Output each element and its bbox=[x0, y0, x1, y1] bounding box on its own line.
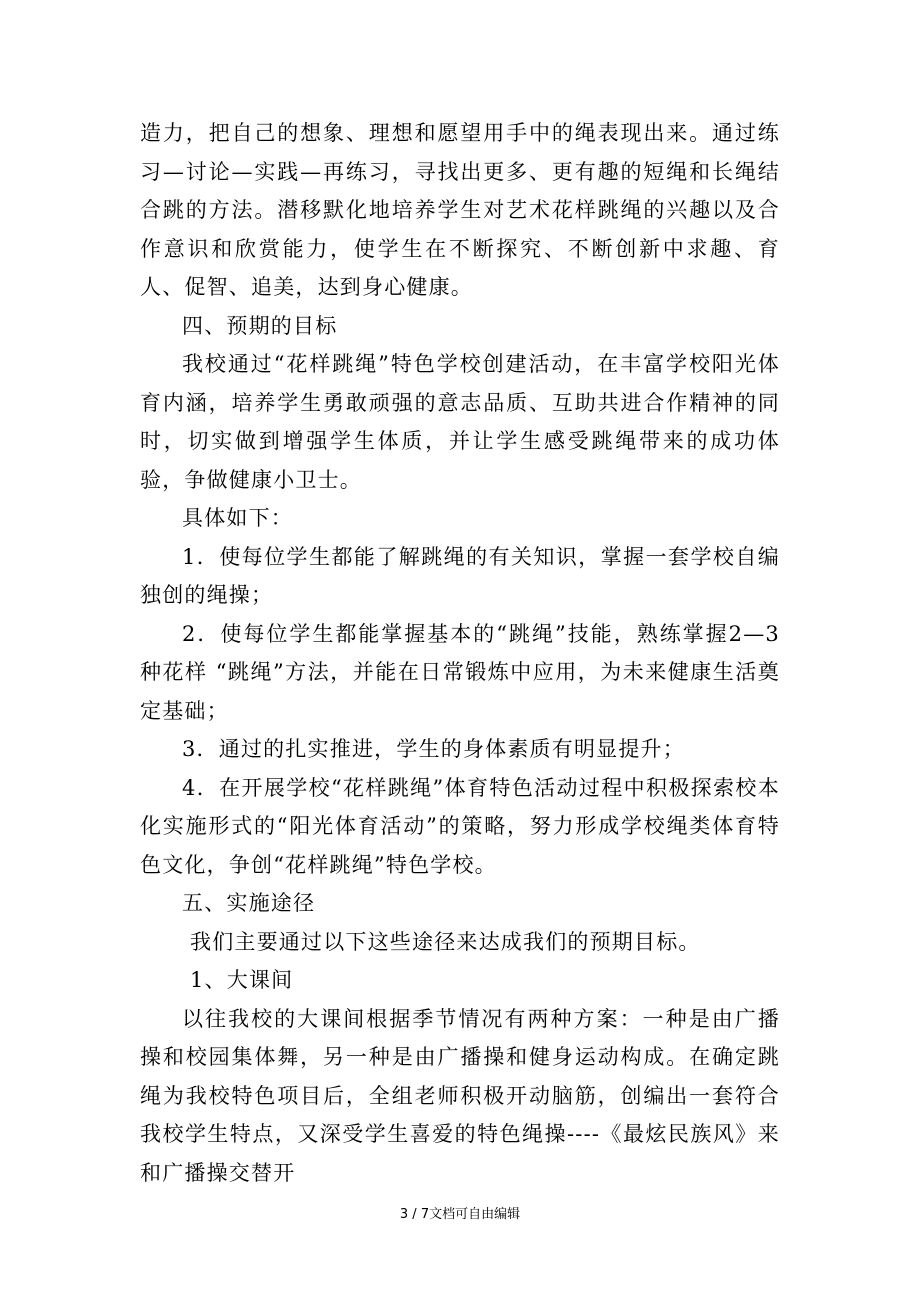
page-footer: 3 / 7文档可自由编辑 bbox=[399, 1207, 521, 1222]
list-item: 2．使每位学生都能掌握基本的“跳绳”技能，熟练掌握2—3种花样 “跳绳”方法，并能在日常锻炼中应用，为未来健康生活奠定基础； bbox=[140, 621, 780, 723]
list-item: 3．通过的扎实推进，学生的身体素质有明显提升； bbox=[182, 737, 685, 761]
list-item: 1．使每位学生都能了解跳绳的有关知识，掌握一套学校自编独创的绳操； bbox=[140, 544, 780, 607]
list-item: 4．在开展学校“花样跳绳”体育特色活动过程中积极探索校本化实施形式的“阳光体育活动”的策略，努力形成学校绳类体育特色文化，争创“花样跳绳”特色学校。 bbox=[140, 775, 780, 877]
subsection-paragraph: 以往我校的大课间根据季节情况有两种方案：一种是由广播操和校园集体舞，另一种是由广播操和健身运动构成。在确定跳绳为我校特色项目后，全组老师积极开动脑筋，创编出一套符合我校学生特点，又深受学生喜爱的特色绳操----《最炫民族风》来和广播操交替开 bbox=[140, 1006, 780, 1185]
goals-list bbox=[140, 538, 780, 885]
specifics-lead: 具体如下： bbox=[182, 506, 293, 530]
section-heading-implementation: 五、实施途径 bbox=[182, 891, 316, 915]
paragraph-continuation: 造力，把自己的想象、理想和愿望用手中的绳表现出来。通过练习—讨论—实践—再练习，寻找出更多、更有趣的短绳和长绳结合跳的方法。潜移默化地培养学生对艺术花样跳绳的兴趣以及合作意识和欣赏能力，使学生在不断探究、不断创新中求趣、育人、促智、追美，达到身心健康。 bbox=[140, 121, 780, 299]
section-intro-paragraph: 我校通过“花样跳绳”特色学校创建活动，在丰富学校阳光体育内涵，培养学生勇敢顽强的意志品质、互助共进合作精神的同时，切实做到增强学生体质，并让学生感受跳绳带来的成功体验，争做健康小卫士。 bbox=[140, 352, 780, 492]
section-heading-expected-goals: 四、预期的目标 bbox=[182, 313, 338, 338]
implementation-intro: 我们主要通过以下这些途径来达成我们的预期目标。 bbox=[190, 929, 701, 954]
subsection-heading-big-break: 1、大课间 bbox=[190, 968, 294, 992]
document-body bbox=[140, 114, 780, 1192]
